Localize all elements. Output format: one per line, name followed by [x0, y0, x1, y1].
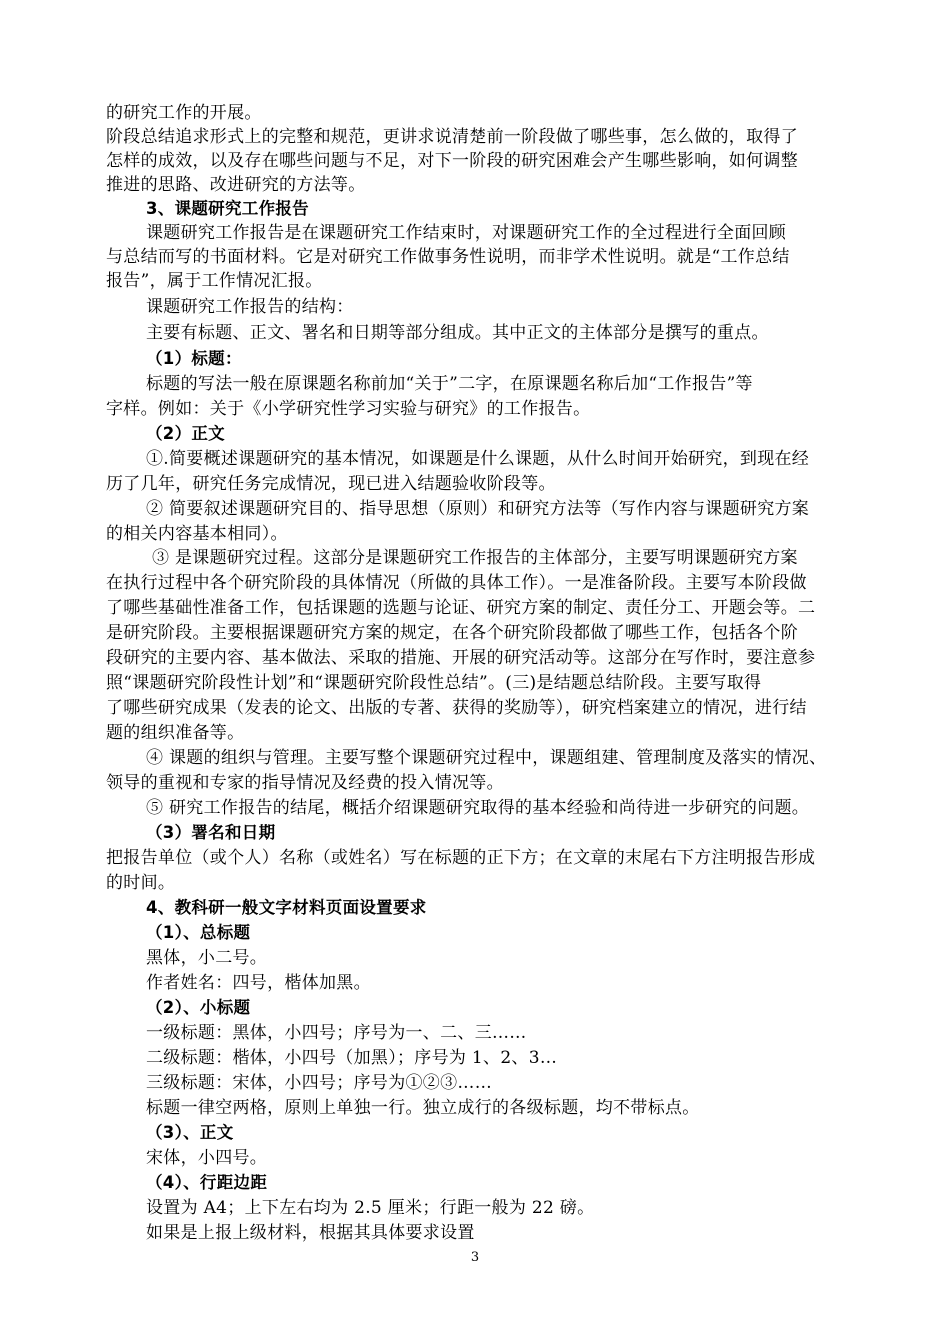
text-line: 与总结而写的书面材料。它是对研究工作做事务性说明，而非学术性说明。就是“工作总结: [106, 247, 790, 267]
text-line: 历了几年，研究任务完成情况，现已进入结题验收阶段等。: [106, 474, 556, 494]
text-line: 的相关内容基本相同）。: [106, 524, 288, 544]
text-line: 设置为 A4；上下左右均为 2.5 厘米；行距一般为 22 磅。: [146, 1198, 595, 1218]
text-line: 作者姓名：四号，楷体加黑。: [146, 973, 371, 993]
text-line: 标题一律空两格，原则上单独一行。独立成行的各级标题，均不带标点。: [146, 1098, 700, 1118]
text-line: ⑤ 研究工作报告的结尾，概括介绍课题研究取得的基本经验和尚待进一步研究的问题。: [146, 798, 810, 818]
text-line: 怎样的成效，以及存在哪些问题与不足，对下一阶段的研究困难会产生哪些影响，如何调整: [106, 151, 798, 171]
text-line: ③ 是课题研究过程。这部分是课题研究工作报告的主体部分，主要写明课题研究方案: [152, 548, 798, 568]
text-line: ①.简要概述课题研究的基本情况，如课题是什么课题，从什么时间开始研究，到现在经: [146, 449, 810, 469]
page-number: 3: [470, 1250, 480, 1265]
text-line: 领导的重视和专家的指导情况及经费的投入情况等。: [106, 773, 504, 793]
text-line: ④ 课题的组织与管理。主要写整个课题研究过程中，课题组建、管理制度及落实的情况、: [146, 748, 827, 768]
text-line: 标题的写法一般在原课题名称前加“关于”二字，在原课题名称后加“工作报告”等: [146, 374, 753, 394]
text-line: 题的组织准备等。: [106, 723, 245, 743]
text-line: 三级标题：宋体，小四号；序号为①②③……: [146, 1073, 492, 1093]
text-line: 在执行过程中各个研究阶段的具体情况（所做的具体工作）。一是准备阶段。主要写本阶段做: [106, 573, 807, 593]
text-line: 报告”，属于工作情况汇报。: [106, 271, 323, 291]
text-line: 的时间。: [106, 873, 176, 893]
section-heading: 4、教科研一般文字材料页面设置要求: [146, 898, 427, 917]
text-line: 把报告单位（或个人）名称（或姓名）写在标题的正下方；在文章的末尾右下方注明报告形成: [106, 848, 816, 868]
subheading: （3）署名和日期: [146, 823, 276, 842]
subheading: （2）正文: [146, 424, 225, 443]
text-line: 黑体，小二号。: [146, 948, 268, 968]
subheading: （1）标题：: [146, 349, 242, 368]
subheading: （4）、行距边距: [146, 1173, 268, 1192]
text-line: 了哪些研究成果（发表的论文、出版的专著、获得的奖励等），研究档案建立的情况，进行结: [106, 698, 807, 718]
subheading: （2）、小标题: [146, 998, 251, 1017]
text-line: 段研究的主要内容、基本做法、采取的措施、开展的研究活动等。这部分在写作时，要注意参: [106, 648, 816, 668]
text-line: 是研究阶段。主要根据课题研究方案的规定，在各个研究阶段都做了哪些工作，包括各个阶: [106, 623, 798, 643]
subheading: （1）、总标题: [146, 923, 251, 942]
text-line: 如果是上报上级材料，根据其具体要求设置: [146, 1223, 475, 1243]
text-line: 的研究工作的开展。: [106, 103, 262, 123]
text-line: 字样。例如：关于《小学研究性学习实验与研究》的工作报告。: [106, 399, 591, 419]
text-line: 照“课题研究阶段性计划”和“课题研究阶段性总结”。(三)是结题总结阶段。主要写取得: [106, 673, 762, 693]
text-line: 了哪些基础性准备工作，包括课题的选题与论证、研究方案的制定、责任分工、开题会等。二: [106, 598, 816, 618]
text-line: 二级标题：楷体，小四号（加黑）；序号为 1、2、3…: [146, 1048, 558, 1068]
text-line: 一级标题：黑体，小四号；序号为一、二、三……: [146, 1023, 527, 1043]
section-heading: 3、课题研究工作报告: [146, 199, 309, 218]
text-line: 课题研究工作报告的结构：: [146, 297, 354, 317]
text-line: 阶段总结追求形式上的完整和规范，更讲求说清楚前一阶段做了哪些事，怎么做的，取得了: [106, 127, 798, 147]
text-line: 主要有标题、正文、署名和日期等部分组成。其中正文的主体部分是撰写的重点。: [146, 323, 769, 343]
text-line: 宋体，小四号。: [146, 1148, 268, 1168]
subheading: （3）、正文: [146, 1123, 234, 1142]
text-line: ② 简要叙述课题研究目的、指导思想（原则）和研究方法等（写作内容与课题研究方案: [146, 499, 810, 519]
text-line: 推进的思路、改进研究的方法等。: [106, 175, 366, 195]
text-line: 课题研究工作报告是在课题研究工作结束时，对课题研究工作的全过程进行全面回顾: [146, 223, 787, 243]
